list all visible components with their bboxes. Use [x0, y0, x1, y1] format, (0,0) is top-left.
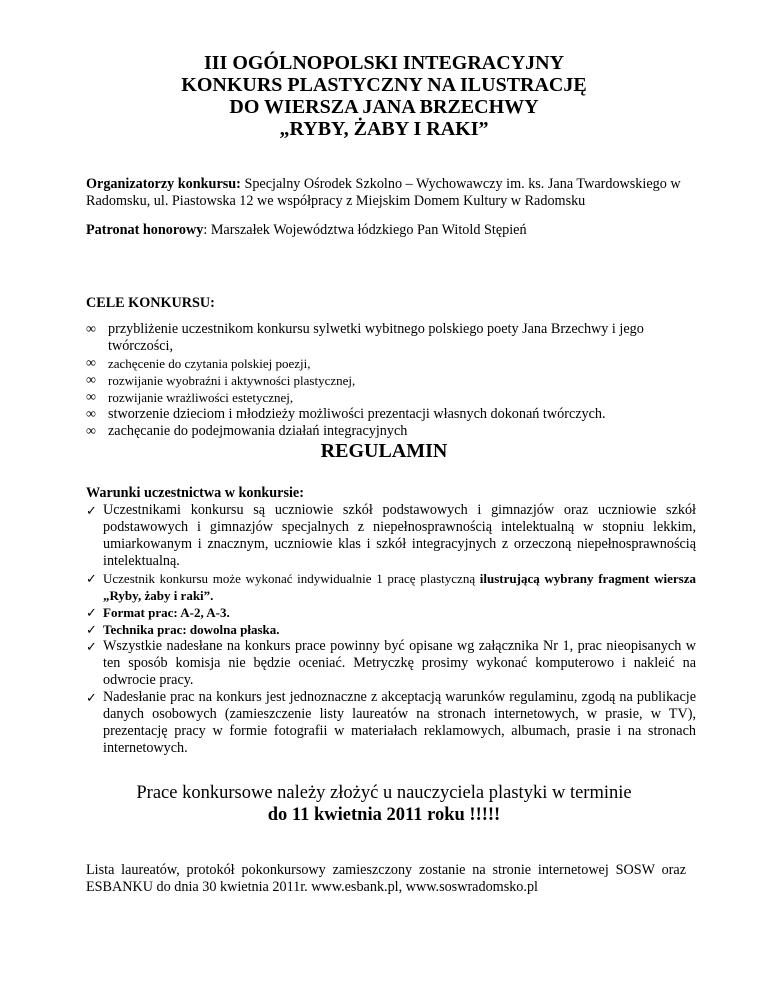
checkmark-icon: ✓	[86, 639, 97, 654]
goal-item	[86, 389, 696, 406]
rules-subheading: Warunki uczestnictwa w konkursie:	[86, 485, 304, 501]
deadline-line-1: Prace konkursowe należy złożyć u nauczyciela plastyki w terminie	[136, 783, 632, 803]
checkmark-icon: ✓	[86, 503, 97, 518]
infinity-bullet-icon: ∞	[86, 390, 96, 405]
infinity-bullet-icon: ∞	[86, 424, 96, 439]
patronage-paragraph	[86, 222, 686, 239]
goal-text: rozwijanie wyobraźni i aktywności plastycznej,	[108, 373, 356, 388]
organizers-label: Organizatorzy konkursu:	[86, 176, 241, 192]
goal-text: rozwijanie wrażliwości estetycznej,	[108, 390, 294, 405]
rule-item	[86, 604, 696, 621]
patronage-text: : Marszałek Województwa łódzkiego Pan Witold Stępień	[203, 222, 527, 238]
checkmark-icon: ✓	[86, 690, 97, 705]
goal-item	[86, 423, 696, 440]
goal-text: przybliżenie uczestnikom konkursu sylwetki wybitnego polskiego poety Jana Brzechwy i jego twórczości,	[108, 321, 644, 354]
rules-list	[86, 502, 696, 757]
goal-item	[86, 321, 696, 355]
goal-item	[86, 406, 696, 423]
infinity-bullet-icon: ∞	[86, 373, 96, 388]
rule-item	[86, 502, 696, 570]
rule-text: Technika prac: dowolna płaska.	[103, 622, 280, 637]
organizers-text: Specjalny Ośrodek Szkolno – Wychowawczy im. ks. Jana Twardowskiego w Radomsku, ul. Piastowska 12 we współpracy z Miejskim Domem Kultury w Radomsku	[86, 176, 681, 209]
rule-text: Uczestnikami konkursu są uczniowie szkół podstawowych i gimnazjów oraz uczniowie szkół podstawowych i gimnazjów specjalnych z niepełnosprawnością intelektualną w stopniu lekkim, umiarkowanym i znacznym, uczniowie klas i szkół integracyjnych z orzeczoną niepełnosprawnością intelektualną.	[103, 502, 696, 569]
goal-item	[86, 372, 696, 389]
checkmark-icon: ✓	[86, 605, 97, 620]
checkmark-icon: ✓	[86, 571, 97, 586]
rule-text-bold: ilustrującą wybrany fragment wiersza „Ryby, żaby i raki”.	[103, 571, 697, 603]
document-title	[0, 52, 768, 140]
infinity-bullet-icon: ∞	[86, 356, 96, 371]
rule-item	[86, 638, 696, 689]
footer-paragraph: Lista laureatów, protokół pokonkursowy zamieszczony zostanie na stronie internetowej SOSW oraz ESBANKU do dnia 30 kwietnia 2011r. www.esbank.pl, www.soswradomsko.pl	[86, 862, 686, 895]
checkmark-icon: ✓	[86, 622, 97, 637]
infinity-bullet-icon: ∞	[86, 322, 96, 337]
rule-text: Wszystkie nadesłane na konkurs prace powinny być opisane wg załącznika Nr 1, prac nieopisanych w ten sposób komisja nie będzie oceniać. Metryczkę prosimy wykonać komputerowo i nakleić na odwrocie pracy.	[103, 638, 696, 688]
rule-text: Format prac: A-2, A-3.	[103, 605, 230, 620]
title-line-4: „RYBY, ŻABY I RAKI”	[279, 118, 489, 140]
rules-heading: REGULAMIN	[320, 440, 448, 462]
title-line-2: KONKURS PLASTYCZNY NA ILUSTRACJĘ	[181, 74, 587, 96]
rule-item	[86, 570, 696, 604]
goals-list	[86, 321, 696, 440]
infinity-bullet-icon: ∞	[86, 407, 96, 422]
organizers-paragraph	[86, 176, 686, 210]
rule-item	[86, 689, 696, 757]
rule-item	[86, 621, 696, 638]
title-line-1: III OGÓLNOPOLSKI INTEGRACYJNY	[203, 52, 565, 74]
goal-text: stworzenie dzieciom i młodzieży możliwości prezentacji własnych dokonań twórczych.	[108, 406, 606, 422]
patronage-label: Patronat honorowy	[86, 222, 204, 238]
rule-text: Uczestnik konkursu może wykonać indywidualnie 1 pracę plastyczną	[103, 571, 480, 586]
goals-heading: CELE KONKURSU:	[86, 295, 215, 311]
title-line-3: DO WIERSZA JANA BRZECHWY	[229, 96, 539, 118]
rule-text: Nadesłanie prac na konkurs jest jednoznaczne z akceptacją warunków regulaminu, zgodą na publikacje danych osobowych (zamieszczenie listy laureatów na stronach internetowych, w prasie, w TV), prezentację pracy w formie fotografii w materiałach reklamowych, albumach, prasie i na stronach internetowych.	[103, 689, 696, 756]
deadline-line-2: do 11 kwietnia 2011 roku !!!!!	[267, 805, 501, 825]
goal-text: zachęcenie do czytania polskiej poezji,	[108, 356, 311, 371]
goal-item	[86, 355, 696, 372]
goal-text: zachęcanie do podejmowania działań integracyjnych	[108, 423, 408, 439]
